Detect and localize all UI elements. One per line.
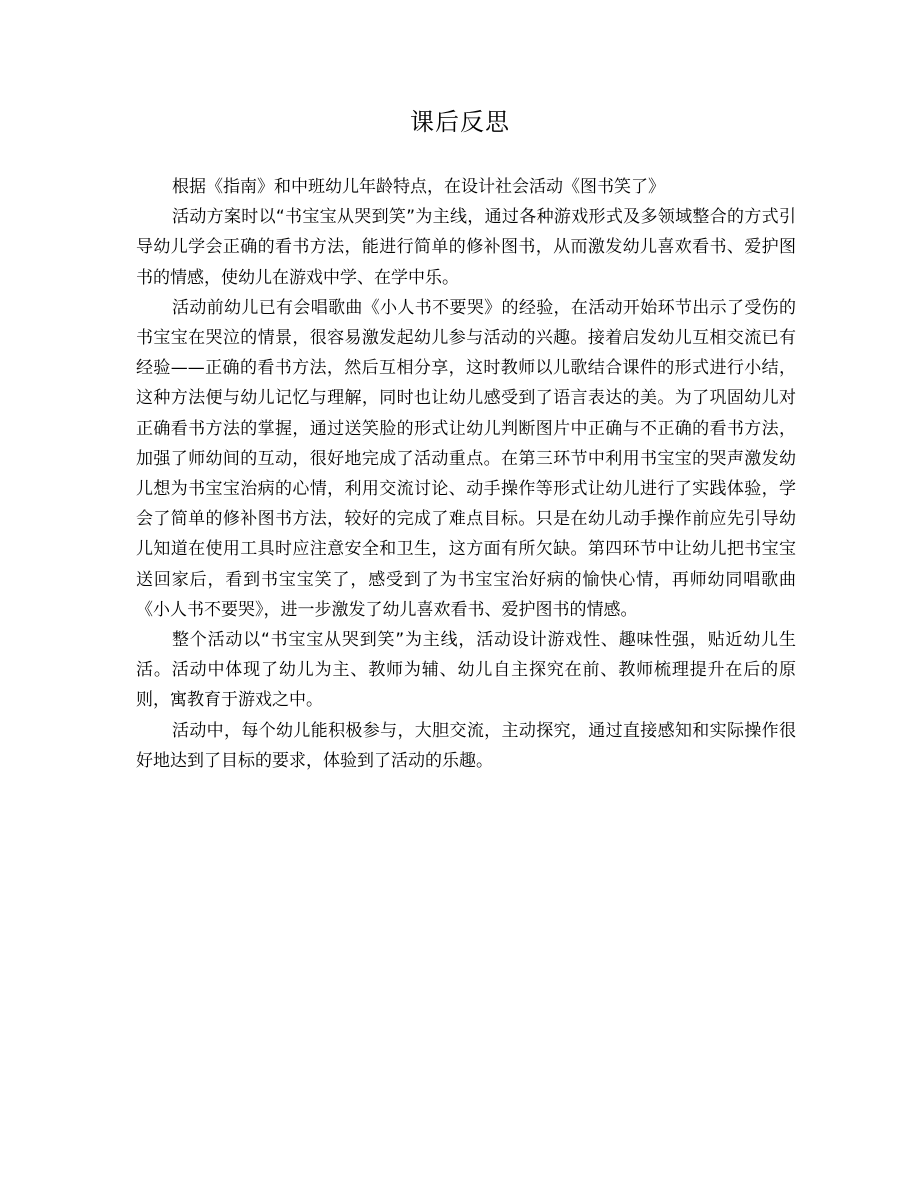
paragraph-3: 活动前幼儿已有会唱歌曲《小人书不要哭》的经验，在活动开始环节出示了受伤的书宝宝在哭泣的情景，很容易激发起幼儿参与活动的兴趣。接着启发幼儿互相交流已有经验——正确的看书方法，然后互相分享，这时教师以儿歌结合课件的形式进行小结，这种方法便与幼儿记忆与理解，同时也让幼儿感受到了语言表达的美。为了巩固幼儿对正确看书方法的掌握，通过送笑脸的形式让幼儿判断图片中正确与不正确的看书方法，加强了师幼间的互动，很好地完成了活动重点。在第三环节中利用书宝宝的哭声激发幼儿想为书宝宝治病的心情，利用交流讨论、动手操作等形式让幼儿进行了实践体验，学会了简单的修补图书方法，较好的完成了难点目标。只是在幼儿动手操作前应先引导幼儿知道在使用工具时应注意安全和卫生，这方面有所欠缺。第四环节中让幼儿把书宝宝送回家后，看到书宝宝笑了，感受到了为书宝宝治好病的愉快心情，再师幼同唱歌曲《小人书不要哭》，进一步激发了幼儿喜欢看书、爱护图书的情感。 xyxy=(136,297,796,620)
paragraph-5: 活动中，每个幼儿能积极参与，大胆交流，主动探究，通过直接感知和实际操作很好地达到了目标的要求，体验到了活动的乐趣。 xyxy=(136,720,796,771)
paragraph-1: 根据《指南》和中班幼儿年龄特点，在设计社会活动《图书笑了》 xyxy=(172,177,665,197)
paragraph-4: 整个活动以“书宝宝从哭到笑”为主线，活动设计游戏性、趣味性强，贴近幼儿生活。活动中体现了幼儿为主、教师为辅、幼儿自主探究在前、教师梳理提升在后的原则，寓教育于游戏之中。 xyxy=(136,630,796,711)
page-title: 课后反思 xyxy=(410,108,510,136)
paragraph-2: 活动方案时以“书宝宝从哭到笑”为主线，通过各种游戏形式及多领域整合的方式引导幼儿学会正确的看书方法，能进行简单的修补图书，从而激发幼儿喜欢看书、爱护图书的情感，使幼儿在游戏中学、在学中乐。 xyxy=(136,207,796,288)
document-body xyxy=(136,172,796,776)
